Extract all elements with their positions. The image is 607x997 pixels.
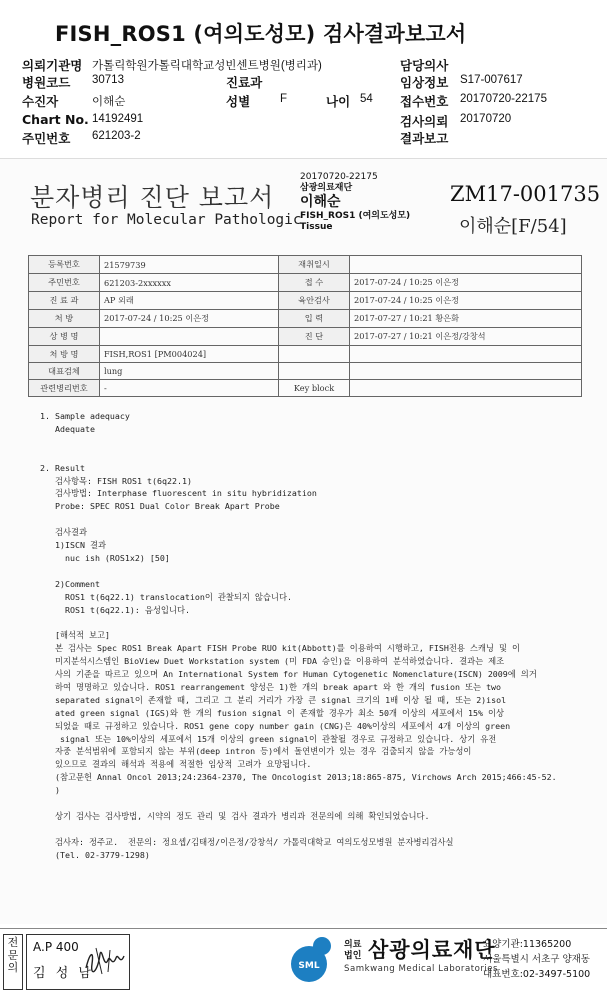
- field-value: 21579739: [100, 256, 279, 274]
- label-accession: 20170720-22175: [300, 172, 378, 182]
- field-label: Key block: [279, 380, 350, 397]
- field-value: 2017-07-24 / 10:25 이은정: [100, 310, 279, 328]
- field-label: 진 료 과: [29, 292, 100, 310]
- header-label: 의뢰기관명: [22, 58, 83, 73]
- specimen-label: [300, 172, 410, 233]
- corp-info-line: 서울특별시 서초구 양재동: [483, 954, 590, 965]
- field-label: [279, 363, 350, 380]
- report-title-en: Report for Molecular Pathologic: [31, 212, 302, 228]
- corp-name-en: Samkwang Medical Laboratories: [344, 964, 499, 974]
- report-line: 상기 검사는 검사방법, 시약의 정도 관리 및 검사 결과가 병리과 전문의에 의해 확인되었습니다.: [40, 810, 430, 821]
- field-label: 진 단: [279, 328, 350, 346]
- report-line: Adequate: [40, 423, 95, 434]
- table-row: [29, 310, 582, 328]
- report-line: 있으므로 결과의 해석과 적용에 적절한 임상적 고려가 요망됩니다.: [40, 759, 312, 770]
- ap-code: A.P 400: [33, 940, 79, 954]
- label-tissue: Tissue: [300, 222, 333, 232]
- field-label: 재취일시: [279, 256, 350, 274]
- field-value: -: [100, 380, 279, 397]
- header-value: 이해순: [92, 96, 126, 108]
- header-value: 20170720-22175: [460, 93, 547, 105]
- field-value: 2017-07-24 / 10:25 이은정: [350, 292, 582, 310]
- report-line: (Tel. 02-3779-1298): [40, 849, 150, 860]
- registration-table: [28, 255, 582, 346]
- table-row: [29, 292, 582, 310]
- table-row: [29, 328, 582, 346]
- doctor-name: 김 성 남: [33, 966, 94, 981]
- field-value: [350, 380, 582, 397]
- field-value: [100, 328, 279, 346]
- header-label: 성별: [226, 94, 251, 109]
- header-value: 54: [360, 93, 373, 105]
- header-label: 임상정보: [400, 75, 449, 90]
- report-line: 검사방법: Interphase fluorescent in situ hybridization: [40, 488, 317, 499]
- report-line: 2)Comment: [40, 578, 100, 589]
- field-value: FISH,ROS1 [PM004024]: [100, 346, 279, 363]
- report-line: (참고문헌 Annal Oncol 2013;24:2364-2370, The Oncologist 2013;18:865-875, Virchows Arch 2015;466:45-52.: [40, 772, 557, 783]
- field-value: AP 외래: [100, 292, 279, 310]
- header-label: 병원코드: [22, 75, 71, 90]
- field-label: 주민번호: [29, 274, 100, 292]
- signature-icon: [82, 942, 128, 978]
- header-label: 결과보고: [400, 131, 449, 146]
- report-line: separated signal이 존재할 때, 그리고 그 분리 거리가 가장 큰 signal 크기의 1배 이상 될 때, 또는 2)isol: [40, 694, 507, 705]
- field-label: 등록번호: [29, 256, 100, 274]
- table-row: [29, 256, 582, 274]
- header-label: 주민번호: [22, 131, 71, 146]
- header-label: 검사의뢰: [400, 114, 449, 129]
- report-line: 사의 기준을 따르고 있으며 An International System for Human Cytogenetic Nomenclature(ISCN) 2009에 의거: [40, 669, 537, 679]
- report-line: 검사항목: FISH ROS1 t(6q22.1): [40, 475, 192, 486]
- report-line: 되었을 때로 규정하고 있습니다. ROS1 gene copy number gain (CNG)은 40%이상의 세포에서 4개 이상의 green: [40, 720, 511, 731]
- specialist-stamp-label: [3, 934, 23, 990]
- report-line: signal 또는 10%이상의 세포에서 15개 이상의 green signal이 관찰될 경우로 규정하고 있습니다. 상기 유전: [40, 733, 497, 744]
- report-line: nuc ish (ROS1x2) [50]: [40, 552, 170, 563]
- header-value: 621203-2: [92, 130, 141, 142]
- specialist-char: 문: [7, 948, 19, 962]
- report-line: ROS1 t(6q22.1): 음성입니다.: [40, 604, 190, 615]
- field-value: 2017-07-27 / 10:21 이은정/강창석: [350, 328, 582, 346]
- report-line: 본 검사는 Spec ROS1 Break Apart FISH Probe RUO kit(Abbott)를 이용하여 시행하고, FISH전용 스캐닝 및 이: [40, 643, 520, 654]
- field-label: [279, 346, 350, 363]
- report-line: 하여 명명하고 있습니다. ROS1 rearrangement 양성은 1)한 개의 break apart 와 한 개의 fusion 또는 two: [40, 681, 502, 692]
- header-label: Chart No.: [22, 112, 89, 127]
- field-value: [350, 346, 582, 363]
- report-line: 자중 분석범위에 포함되지 않는 부위(deep intron 등)에서 돌연변이가 있는 경우 검출되지 않을 가능성이: [40, 746, 472, 757]
- label-lab: 삼광의료재단: [300, 183, 353, 193]
- report-line: 검사결과: [40, 527, 88, 538]
- header-value: 20170720: [460, 113, 512, 125]
- patient-name-sex-age: 이해순[F/54]: [459, 216, 567, 237]
- field-label: 접 수: [279, 274, 350, 292]
- field-label: 상 병 명: [29, 328, 100, 346]
- corp-name: 삼광의료재단: [368, 938, 496, 962]
- corp-type-line: 법인: [344, 951, 362, 961]
- field-value: 621203-2xxxxxx: [100, 274, 279, 292]
- header-value: S17-007617: [460, 74, 523, 86]
- field-label: 처 방 명: [29, 346, 100, 363]
- header-value: F: [280, 93, 288, 105]
- report-line: ): [40, 785, 60, 796]
- table-row: [29, 346, 582, 363]
- report-line: 1. Sample adequacy: [40, 411, 130, 421]
- report-line: 미지분석시스템인 BioView Duet Workstation system (미 FDA 승인)을 이용하여 분석하였습니다. 결과는 제조: [40, 656, 505, 667]
- corp-type: [344, 940, 361, 962]
- header-value: 가톨릭학원가톨릭대학교성빈센트병원(병리과): [92, 60, 322, 72]
- table-row: [29, 363, 582, 380]
- field-value: 2017-07-27 / 10:21 황은화: [350, 310, 582, 328]
- field-label: 입 력: [279, 310, 350, 328]
- report-line: [해석적 보고]: [40, 630, 111, 641]
- sml-logo-icon: [286, 934, 338, 986]
- table-row: [29, 380, 582, 397]
- specialist-char: 의: [7, 961, 19, 974]
- field-value: lung: [100, 363, 279, 380]
- header-label: 수진자: [22, 94, 59, 109]
- table-row: [29, 274, 582, 292]
- order-table: [28, 345, 582, 397]
- report-line: ROS1 t(6q22.1) translocation이 관찰되지 않습니다.: [40, 591, 292, 602]
- report-title-ko: 분자병리 진단 보고서: [30, 183, 275, 212]
- document-title: FISH_ROS1 (여의도성모) 검사결과보고서: [55, 22, 467, 46]
- corp-info-line: 요양기관:11365200: [483, 939, 572, 950]
- report-line: 1)ISCN 결과: [40, 540, 106, 550]
- report-line: 2. Result: [40, 462, 85, 473]
- report-line: 검사자: 정주교. 전문의: 정요셉/김태정/이은정/강창석/ 가톨릭대학교 여의도성모병원 분자병리검사실: [40, 836, 454, 847]
- header-label: 담당의사: [400, 58, 449, 73]
- header-value: 30713: [92, 74, 124, 86]
- field-label: 육안검사: [279, 292, 350, 310]
- label-test: FISH_ROS1 (여의도성모): [300, 211, 411, 221]
- header-label: 접수번호: [400, 94, 449, 109]
- corp-type-line: 의료: [344, 940, 362, 950]
- field-label: 처 방: [29, 310, 100, 328]
- header-label: 나이: [326, 94, 351, 109]
- corp-info: [483, 937, 590, 982]
- specialist-char: 전: [7, 936, 19, 949]
- header-label: 진료과: [226, 75, 263, 90]
- field-label: 관련병리번호: [29, 380, 100, 397]
- logo-text: SML: [298, 961, 320, 971]
- header-value: 14192491: [92, 113, 144, 125]
- field-value: [350, 256, 582, 274]
- report-line: ated green signal (IGS)와 한 개의 fusion signal 이 존재할 경우가 최소 50개 이상의 세포에서 15% 이상: [40, 707, 505, 718]
- report-line: Probe: SPEC ROS1 Dual Color Break Apart Probe: [40, 501, 280, 512]
- case-number: ZM17-001735: [450, 182, 601, 206]
- field-value: 2017-07-24 / 10:25 이은정: [350, 274, 582, 292]
- field-value: [350, 363, 582, 380]
- corp-info-line: 대표번호:02-3497-5100: [483, 969, 591, 980]
- field-label: 대표검체: [29, 363, 100, 380]
- label-patient: 이해순: [300, 194, 341, 210]
